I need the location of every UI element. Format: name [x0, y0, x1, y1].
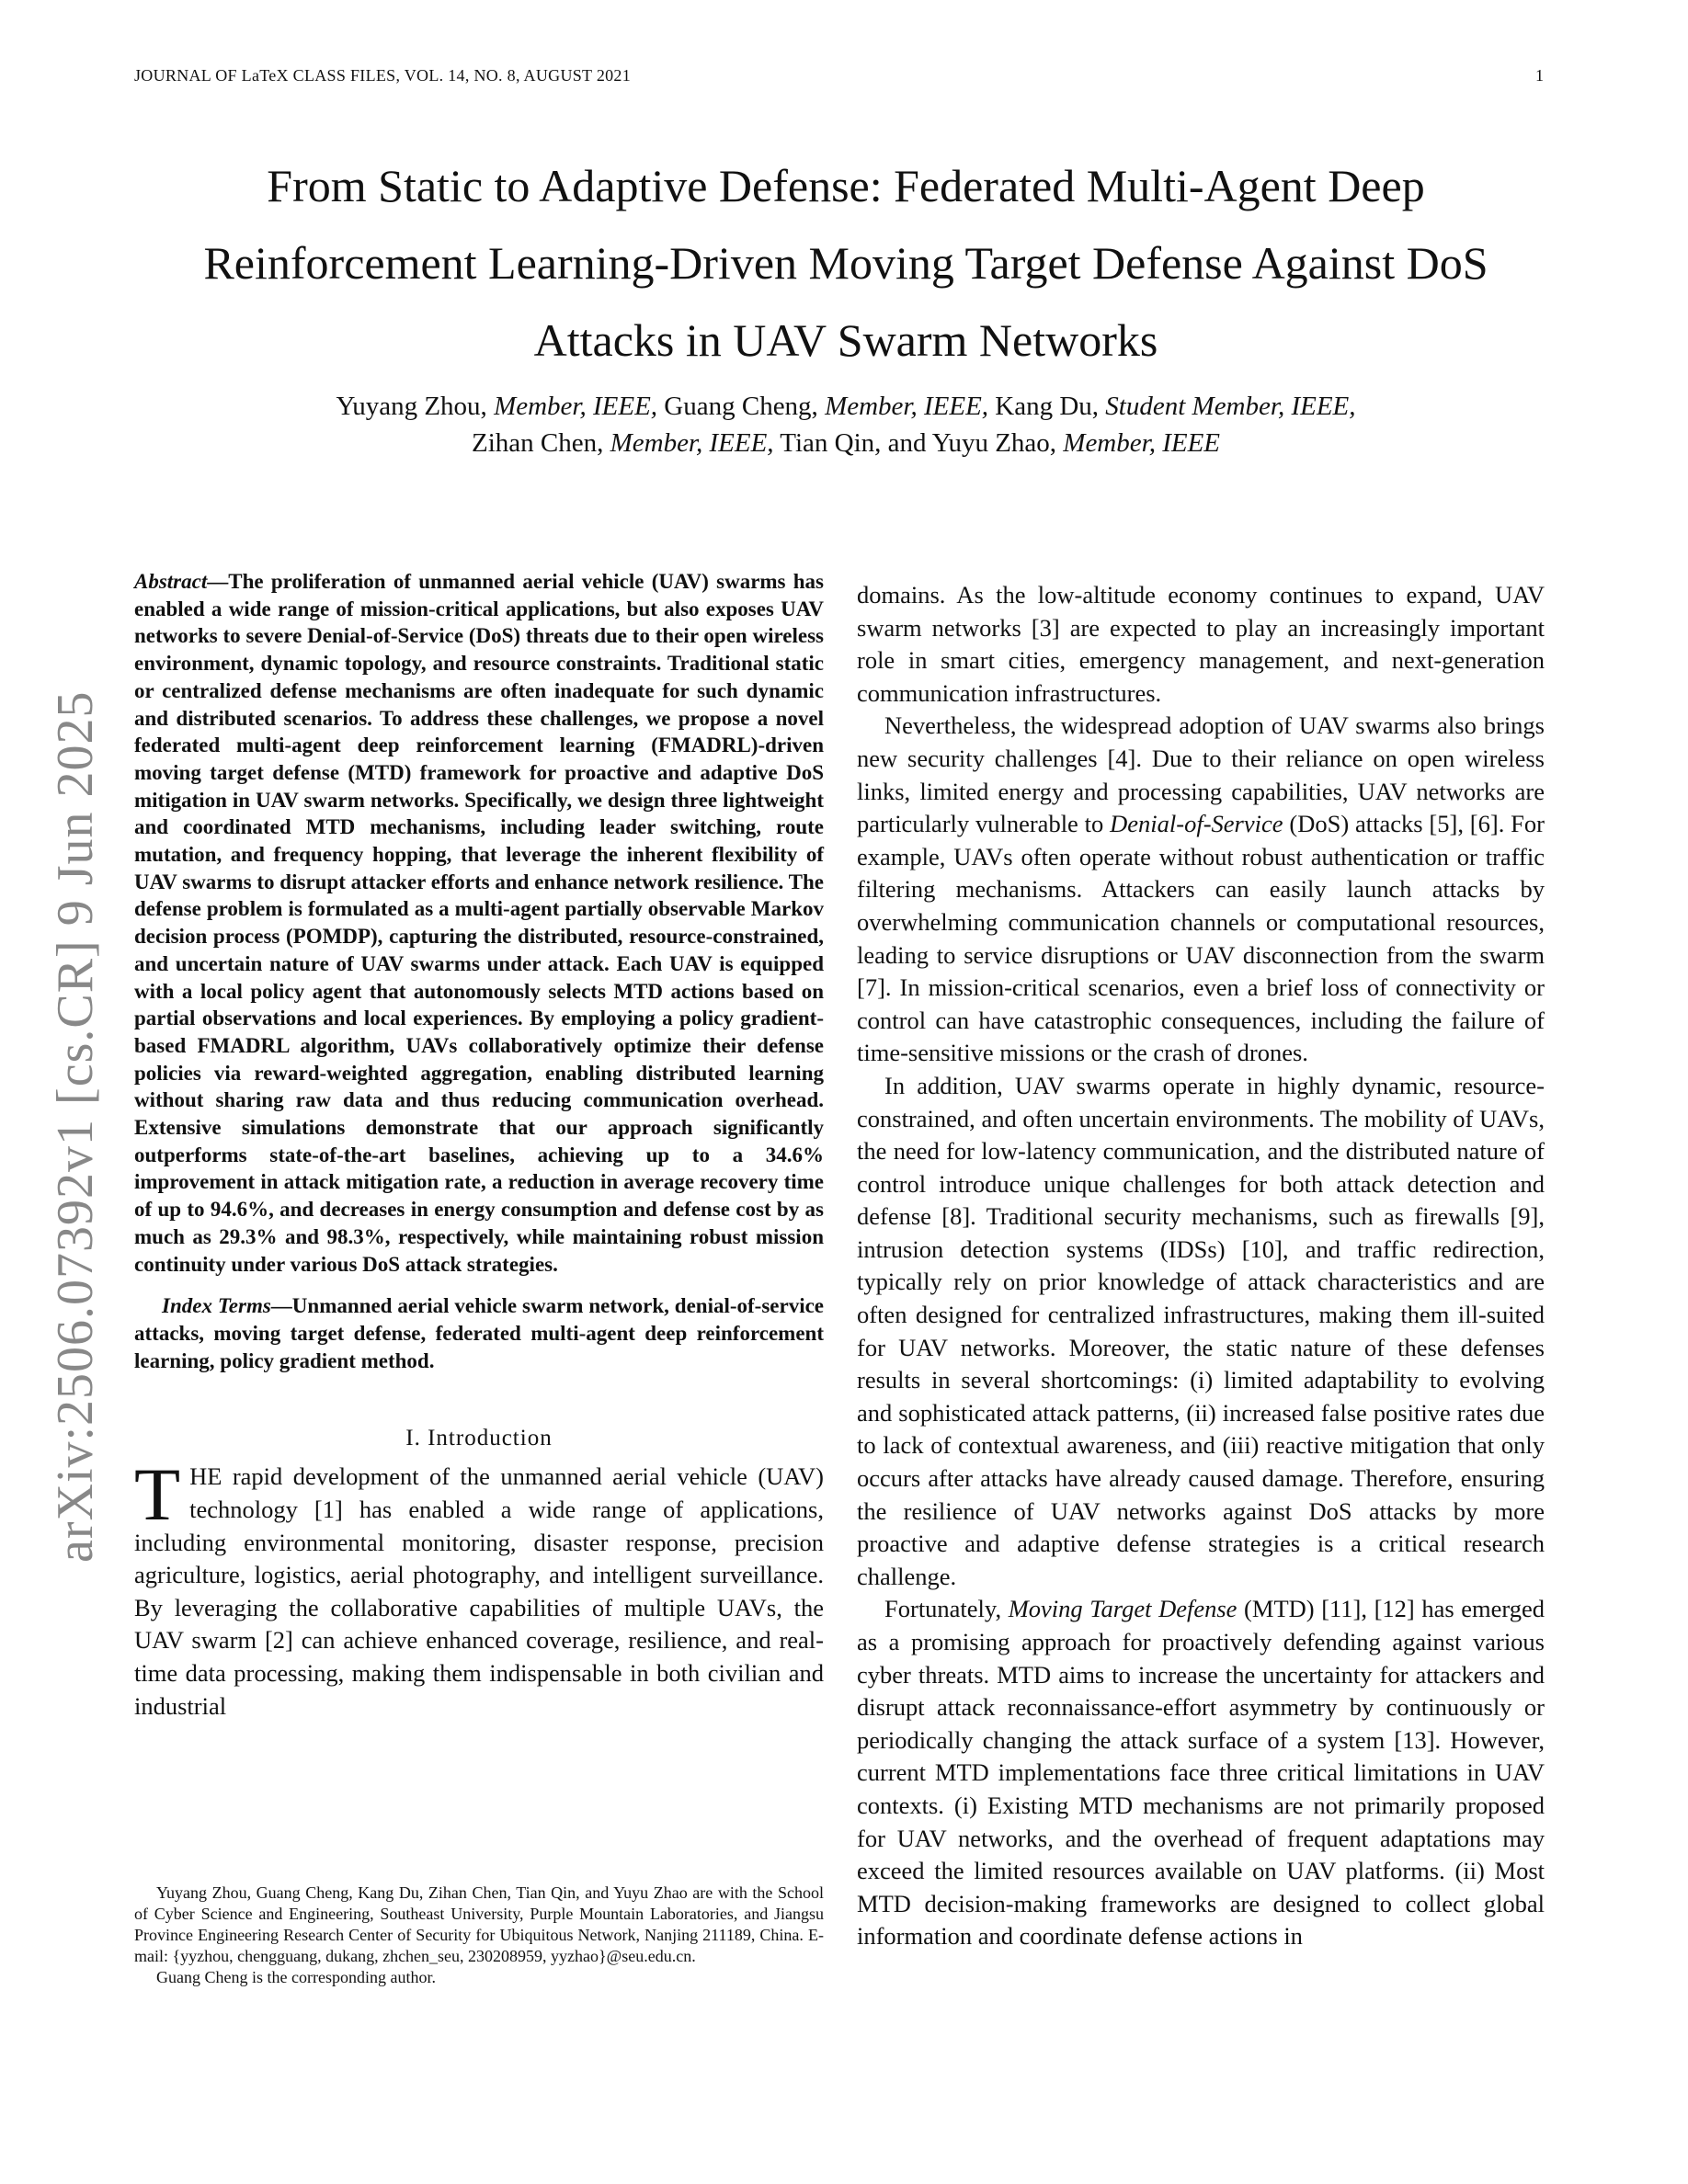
author-footnote	[134, 1883, 824, 1988]
paragraph-text: (MTD) [11], [12] has emerged as a promising approach for proactively defending against various cyber threats. MTD aims to increase the uncertainty for attackers and disrupt attack reconnaissance-effort asymmetry by continuously or periodically changing the attack surface of a system [13]. However, current MTD implementations face three critical limitations in UAV contexts. (i) Existing MTD mechanisms are not primarily proposed for UAV networks, and the overhead of frequent adaptations may exceed the limited resources available on UAV platforms. (ii) Most MTD decision-making frameworks are designed to collect global information and coordinate defense actions in	[857, 1595, 1545, 1951]
paragraph	[857, 1593, 1545, 1953]
intro-paragraph	[134, 1452, 824, 1723]
author-role: Student Member, IEEE,	[1105, 392, 1356, 421]
left-column	[134, 568, 824, 1723]
drop-cap: T	[134, 1452, 181, 1537]
author-name: Guang Cheng,	[664, 392, 818, 421]
footnote-corresponding: Guang Cheng is the corresponding author.	[156, 1968, 436, 1986]
paragraph: domains. As the low-altitude economy continues to expand, UAV swarm networks [3] are expected to play an increasingly important role in smart cities, emergency management, and next-generation communication infrastructures.	[857, 581, 1545, 707]
author-role: Member, IEEE,	[494, 392, 658, 421]
index-terms	[134, 1292, 824, 1374]
abstract-lead: Abstract	[134, 570, 208, 593]
author-role: Member, IEEE,	[825, 392, 989, 421]
index-terms-lead: Index Terms	[162, 1294, 271, 1318]
running-header: JOURNAL OF LaTeX CLASS FILES, VOL. 14, NO. 8, AUGUST 2021	[134, 66, 632, 85]
index-terms-text: —Unmanned aerial vehicle swarm network, denial-of-service attacks, moving target defense, federated multi-agent deep reinforcement learning, policy gradient method.	[134, 1294, 824, 1372]
author-line	[129, 425, 1563, 461]
title-line: From Static to Adaptive Defense: Federated Multi-Agent Deep	[267, 160, 1425, 211]
abstract-text: —The proliferation of unmanned aerial vehicle (UAV) swarms has enabled a wide range of mission-critical applications, but also exposes UAV networks to severe Denial-of-Service (DoS) threats due to their open wireless environment, dynamic topology, and resource constraints. Traditional static or centralized defense mechanisms are often inadequate for such dynamic and distributed scenarios. To address these challenges, we propose a novel federated multi-agent deep reinforcement learning (FMADRL)-driven moving target defense (MTD) framework for proactive and adaptive DoS mitigation in UAV swarm networks. Specifically, we design three lightweight and coordinated MTD mechanisms, including leader switching, route mutation, and frequency hopping, that leverage the inherent flexibility of UAV swarms to disrupt attacker efforts and enhance network resilience. The defense problem is formulated as a multi-agent partially observable Markov decision process (POMDP), capturing the distributed, resource-constrained, and uncertain nature of UAV swarms under attack. Each UAV is equipped with a local policy agent that autonomously selects MTD actions based on partial observations and local experiences. By employing a policy gradient-based FMADRL algorithm, UAVs collaboratively optimize their defense policies via reward-weighted aggregation, enabling distributed learning without sharing raw data and thus reducing communication overhead. Extensive simulations demonstrate that our approach significantly outperforms state-of-the-art baselines, achieving up to a 34.6% improvement in attack mitigation rate, a reduction in average recovery time of up to 94.6%, and decreases in energy consumption and defense cost by as much as 29.3% and 98.3%, respectively, while maintaining robust mission continuity under various DoS attack strategies.	[134, 570, 824, 1276]
author-name: Kang Du,	[995, 392, 1100, 421]
paragraph	[857, 710, 1545, 1070]
author-role: Member, IEEE	[1063, 428, 1220, 458]
title-line: Attacks in UAV Swarm Networks	[533, 314, 1158, 366]
author-name: Yuyang Zhou,	[336, 392, 487, 421]
emphasis-text: Moving Target Defense	[1008, 1595, 1237, 1623]
author-list	[129, 388, 1563, 461]
abstract	[134, 568, 824, 1278]
paragraph: In addition, UAV swarms operate in highly dynamic, resource-constrained, and often uncertain environments. The mobility of UAVs, the need for low-latency communication, and the distributed nature of control introduce unique challenges for both attack detection and defense [8]. Traditional security mechanisms, such as firewalls [9], intrusion detection systems (IDSs) [10], and traffic redirection, typically rely on prior knowledge of attack characteristics and are often designed for centralized infrastructures, making them ill-suited for UAV networks. Moreover, the static nature of these defenses results in several shortcomings: (i) limited adaptability to evolving and sophisticated attack patterns, (ii) increased false positive rates due to lack of contextual awareness, and (iii) reactive mitigation that only occurs after attacks have already caused damage. Therefore, ensuring the resilience of UAV networks against DoS attacks by more proactive and adaptive defense strategies is a critical research challenge.	[857, 1071, 1545, 1590]
emphasis-text: Denial-of-Service	[1110, 810, 1283, 838]
arxiv-stamp: arXiv:2506.07392v1 [cs.CR] 9 Jun 2025	[47, 690, 104, 1563]
paragraph-text: Nevertheless, the widespread adoption of UAV swarms also brings new security challenges [4]. Due to their reliance on open wireless links, limited energy and processing capabilities, UAV networks are particularly vulnerable to	[857, 711, 1545, 838]
paper-title	[129, 147, 1563, 379]
title-line: Reinforcement Learning-Driven Moving Target Defense Against DoS	[203, 237, 1488, 289]
paragraph-text: Fortunately,	[884, 1595, 1009, 1623]
paragraph-text: (DoS) attacks [5], [6]. For example, UAVs often operate without robust authentication or traffic filtering mechanisms. Attackers can easily launch attacks by overwhelming communication channels or computational resources, leading to service disruptions or UAV disconnection from the swarm [7]. In mission-critical scenarios, even a brief loss of connectivity or control can have catastrophic consequences, including the failure of time-sensitive missions or the crash of drones.	[857, 810, 1545, 1067]
page-number: 1	[1535, 66, 1544, 85]
right-column	[857, 579, 1545, 1953]
section-heading: I. Introduction	[405, 1426, 553, 1451]
author-line	[129, 388, 1563, 425]
intro-text: HE rapid development of the unmanned aerial vehicle (UAV) technology [1] has enabled a wide range of applications, including environmental monitoring, disaster response, precision agriculture, logistics, aerial photography, and intelligent surveillance. By leveraging the collaborative capabilities of multiple UAVs, the UAV swarm [2] can achieve enhanced coverage, resilience, and real-time data processing, making them indispensable in both civilian and industrial	[134, 1462, 824, 1720]
author-role: Member, IEEE,	[610, 428, 774, 458]
footnote-affiliation: Yuyang Zhou, Guang Cheng, Kang Du, Zihan Chen, Tian Qin, and Yuyu Zhao are with the School of Cyber Science and Engineering, Southeast University, Purple Mountain Laboratories, and Jiangsu Province Engineering Research Center of Security for Ubiquitous Network, Nanjing 211189, China. E-mail: {yyzhou, chengguang, dukang, zhchen_seu, 230208959, yyzhao}@seu.edu.cn.	[134, 1883, 824, 1965]
author-name: Tian Qin, and Yuyu Zhao,	[780, 428, 1057, 458]
author-name: Zihan Chen,	[471, 428, 604, 458]
